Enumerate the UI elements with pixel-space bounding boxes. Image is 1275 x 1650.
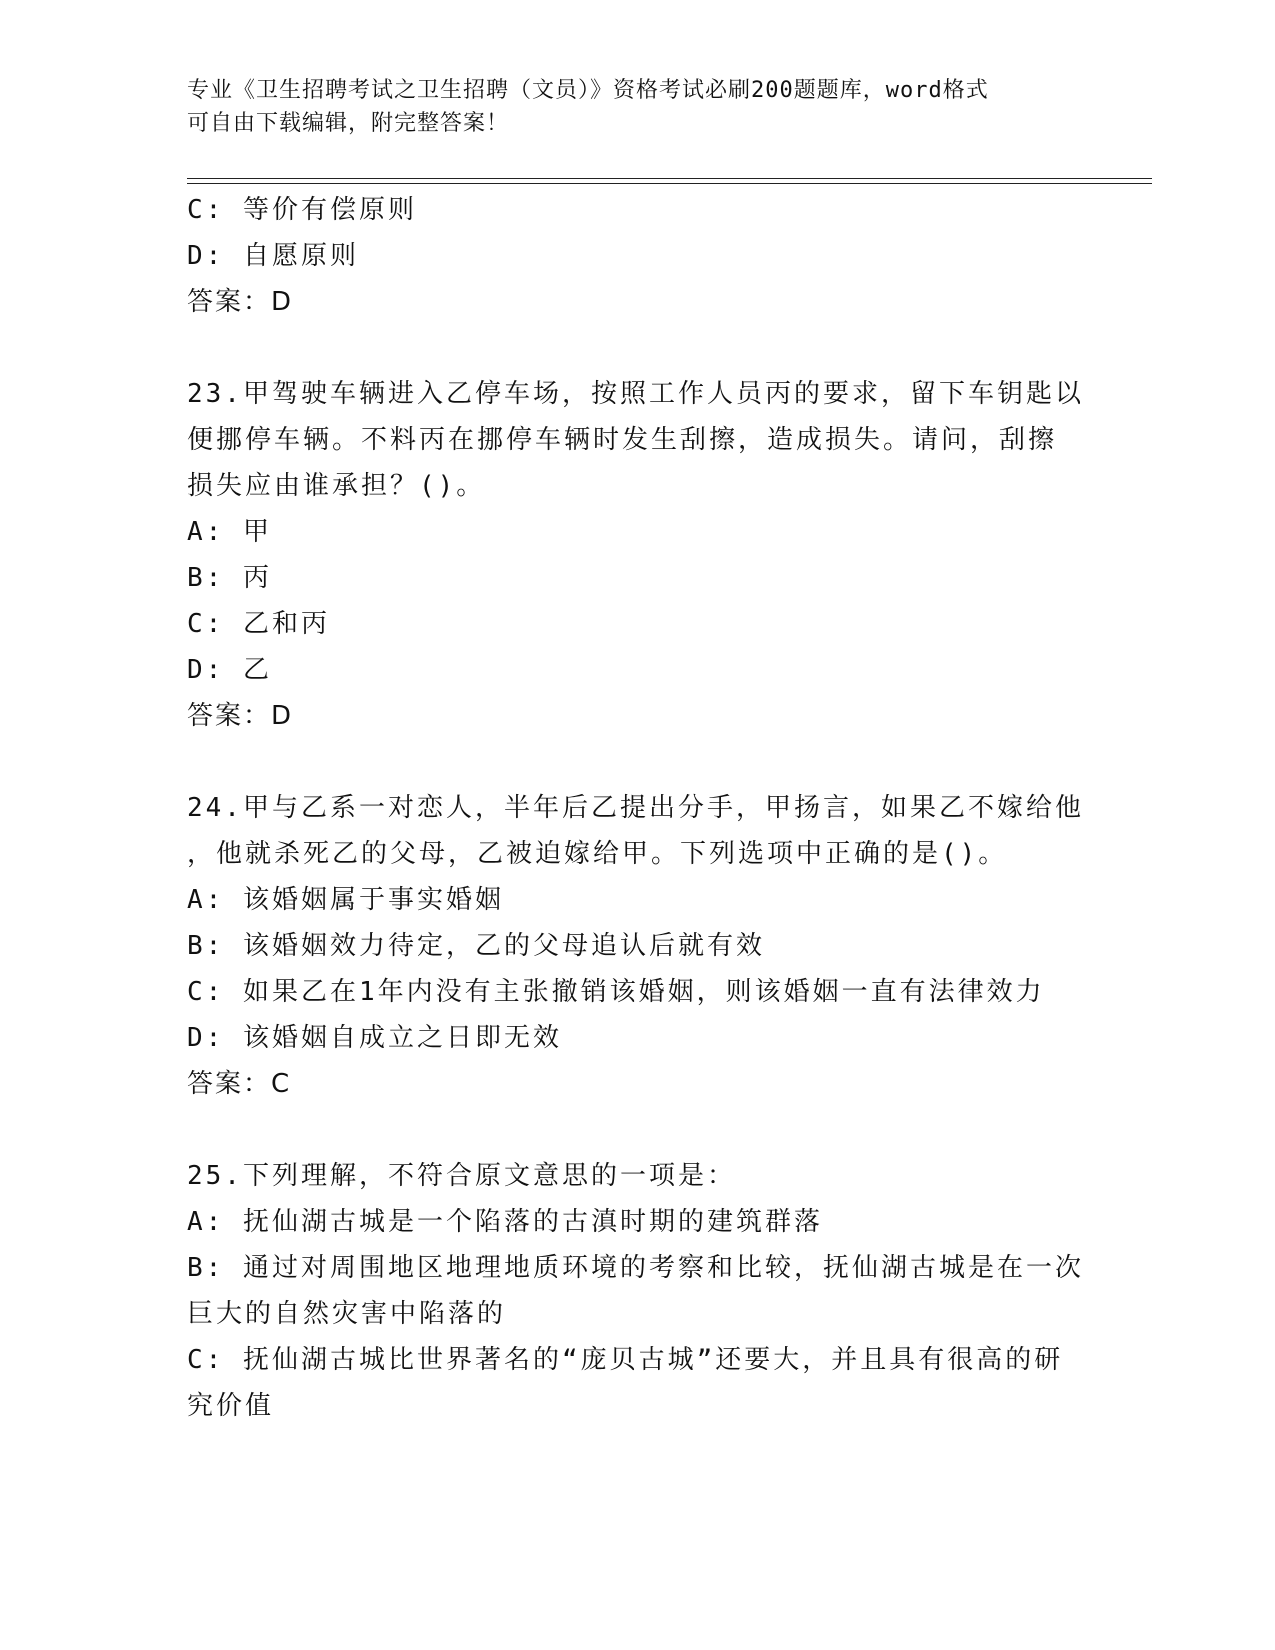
spacer xyxy=(187,325,1087,371)
question-stem: 损失应由谁承担？()。 xyxy=(187,471,486,501)
spacer xyxy=(187,1107,1087,1153)
option-b: B: 该婚姻效力待定，乙的父母追认后就有效 xyxy=(187,931,765,961)
option-c: C: 等价有偿原则 xyxy=(187,195,417,225)
header-title-line-1: 专业《卫生招聘考试之卫生招聘（文员）》资格考试必刷200题题库，word格式 xyxy=(187,78,989,103)
option-c: C: 如果乙在1年内没有主张撤销该婚姻，则该婚姻一直有法律效力 xyxy=(187,977,1045,1007)
document-header xyxy=(187,74,1067,140)
question-24 xyxy=(187,785,1087,1107)
option-d: D: 该婚姻自成立之日即无效 xyxy=(187,1023,562,1053)
question-stem: ，他就杀死乙的父母，乙被迫嫁给甲。下列选项中正确的是()。 xyxy=(187,839,1008,869)
question-25 xyxy=(187,1153,1087,1429)
question-22-tail xyxy=(187,187,1087,325)
option-b: B: 通过对周围地区地理地质环境的考察和比较，抚仙湖古城是在一次 xyxy=(187,1253,1084,1283)
option-c: C: 乙和丙 xyxy=(187,609,330,639)
option-a: A: 该婚姻属于事实婚姻 xyxy=(187,885,504,915)
header-divider-bottom xyxy=(187,183,1152,184)
answer-line: 答案：D xyxy=(187,701,294,731)
question-content xyxy=(187,187,1087,1429)
header-divider-top xyxy=(187,178,1152,179)
option-b-continued: 巨大的自然灾害中陷落的 xyxy=(187,1299,507,1329)
option-c: C: 抚仙湖古城比世界著名的“庞贝古城”还要大，并且具有很高的研 xyxy=(187,1345,1064,1375)
option-b: B: 丙 xyxy=(187,563,272,593)
option-a: A: 甲 xyxy=(187,517,272,547)
option-a: A: 抚仙湖古城是一个陷落的古滇时期的建筑群落 xyxy=(187,1207,823,1237)
question-23 xyxy=(187,371,1087,739)
question-stem: 25.下列理解，不符合原文意思的一项是： xyxy=(187,1161,736,1191)
answer-line: 答案：C xyxy=(187,1069,292,1099)
option-d: D: 乙 xyxy=(187,655,272,685)
question-stem: 24.甲与乙系一对恋人，半年后乙提出分手，甲扬言，如果乙不嫁给他 xyxy=(187,793,1084,823)
option-d: D: 自愿原则 xyxy=(187,241,359,271)
question-stem: 23.甲驾驶车辆进入乙停车场，按照工作人员丙的要求，留下车钥匙以 xyxy=(187,379,1084,409)
question-stem: 便挪停车辆。不料丙在挪停车辆时发生刮擦，造成损失。请问，刮擦 xyxy=(187,425,1058,455)
header-title-line-2: 可自由下载编辑，附完整答案！ xyxy=(187,111,510,136)
option-c-continued: 究价值 xyxy=(187,1391,275,1421)
answer-line: 答案：D xyxy=(187,287,294,317)
spacer xyxy=(187,739,1087,785)
